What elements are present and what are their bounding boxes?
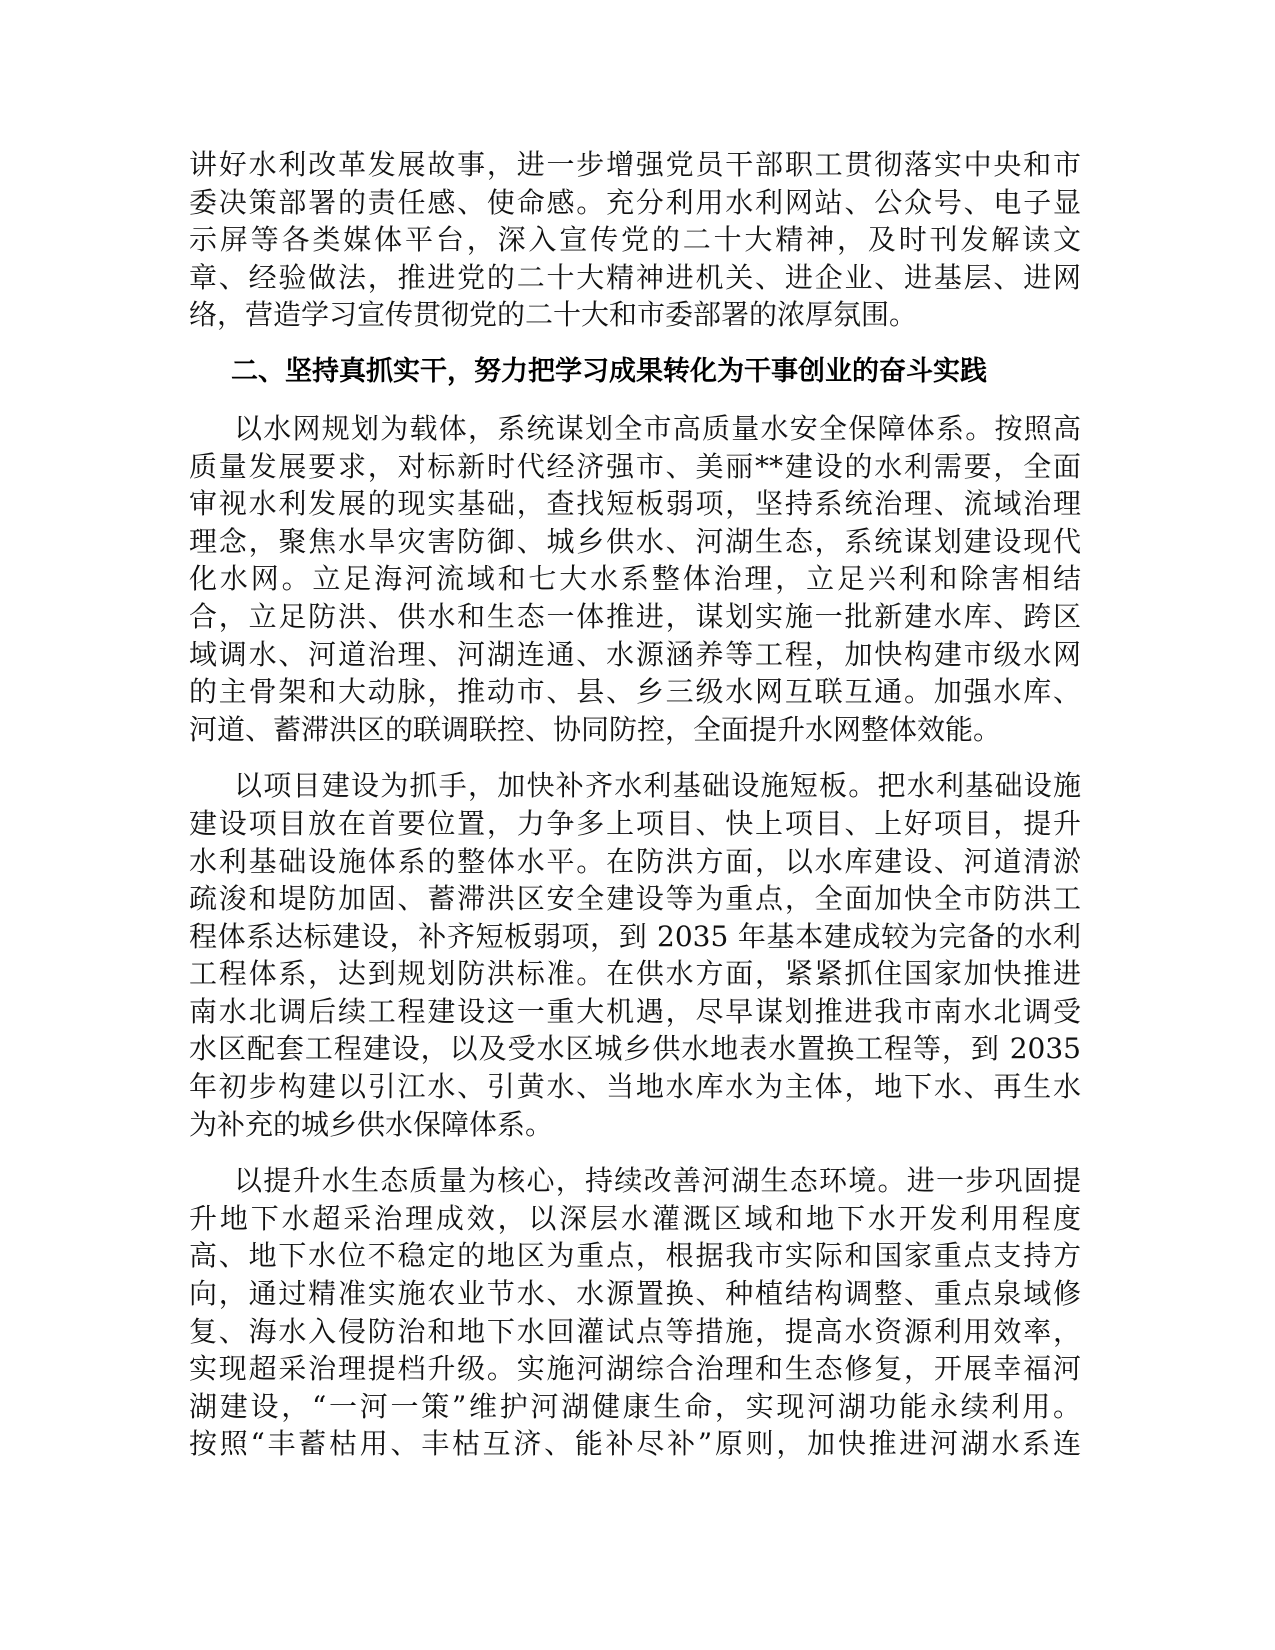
text-line: 化水网。立足海河流域和七大水系整体治理，立足兴利和除害相结 [189,562,1081,596]
text-line: 络，营造学习宣传贯彻党的二十大和市委部署的浓厚氛围。 [189,298,918,332]
text-line: 为补充的城乡供水保障体系。 [189,1107,554,1141]
text-line: 审视水利发展的现实基础，查找短板弱项，坚持系统治理、流域治理 [189,487,1081,521]
text-line: 实现超采治理提档升级。实施河湖综合治理和生态修复，开展幸福河 [189,1352,1081,1386]
document-body [189,146,1081,1463]
text-line: 水区配套工程建设，以及受水区城乡供水地表水置换工程等，到 2035 [189,1032,1081,1066]
section-heading: 二、坚持真抓实干，努力把学习成果转化为干事创业的奋斗实践 [231,355,987,387]
text-line: 升地下水超采治理成效，以深层水灌溉区域和地下水开发利用程度 [189,1201,1081,1235]
text-line: 水利基础设施体系的整体水平。在防洪方面，以水库建设、河道清淤 [189,844,1081,878]
text-line: 建设项目放在首要位置，力争多上项目、快上项目、上好项目，提升 [189,806,1081,840]
text-line: 按照“丰蓄枯用、丰枯互济、能补尽补”原则，加快推进河湖水系连 [189,1427,1081,1461]
text-line: 理念，聚焦水旱灾害防御、城乡供水、河湖生态，系统谋划建设现代 [189,524,1081,558]
text-line: 向，通过精准实施农业节水、水源置换、种植结构调整、重点泉域修 [189,1277,1081,1311]
text-line: 合，立足防洪、供水和生态一体推进，谋划实施一批新建水库、跨区 [189,599,1081,633]
text-line: 以水网规划为载体，系统谋划全市高质量水安全保障体系。按照高 [234,411,1081,445]
text-line: 高、地下水位不稳定的地区为重点，根据我市实际和国家重点支持方 [189,1239,1081,1273]
text-line: 疏浚和堤防加固、蓄滞洪区安全建设等为重点，全面加快全市防洪工 [189,882,1081,916]
text-line: 的主骨架和大动脉，推动市、县、乡三级水网互联互通。加强水库、 [189,675,1081,709]
text-line: 委决策部署的责任感、使命感。充分利用水利网站、公众号、电子显 [189,185,1081,219]
text-line: 章、经验做法，推进党的二十大精神进机关、进企业、进基层、进网 [189,260,1081,294]
text-line: 南水北调后续工程建设这一重大机遇，尽早谋划推进我市南水北调受 [189,994,1081,1028]
text-line: 讲好水利改革发展故事，进一步增强党员干部职工贯彻落实中央和市 [189,148,1081,181]
text-line: 域调水、河道治理、河湖连通、水源涵养等工程，加快构建市级水网 [189,637,1081,671]
paragraph-water-network [189,410,1081,748]
paragraph-water-ecology [189,1162,1081,1463]
text-line: 以提升水生态质量为核心，持续改善河湖生态环境。进一步巩固提 [234,1164,1081,1198]
text-line: 程体系达标建设，补齐短板弱项，到 2035 年基本建成较为完备的水利 [189,919,1081,953]
text-line: 湖建设，“一河一策”维护河湖健康生命，实现河湖功能永续利用。 [189,1389,1081,1423]
text-line: 复、海水入侵防治和地下水回灌试点等措施，提高水资源利用效率， [189,1314,1081,1348]
text-line: 河道、蓄滞洪区的联调联控、协同防控，全面提升水网整体效能。 [189,712,1002,746]
text-line: 年初步构建以引江水、引黄水、当地水库水为主体，地下水、再生水 [189,1070,1081,1104]
paragraph-project-construction [189,767,1081,1143]
text-line: 示屏等各类媒体平台，深入宣传党的二十大精神，及时刊发解读文 [189,223,1081,257]
text-line: 工程体系，达到规划防洪标准。在供水方面，紧紧抓住国家加快推进 [189,957,1081,991]
text-line: 以项目建设为抓手，加快补齐水利基础设施短板。把水利基础设施 [234,769,1081,803]
paragraph-intro [189,146,1081,334]
text-line: 质量发展要求，对标新时代经济强市、美丽**建设的水利需要，全面 [189,449,1081,483]
